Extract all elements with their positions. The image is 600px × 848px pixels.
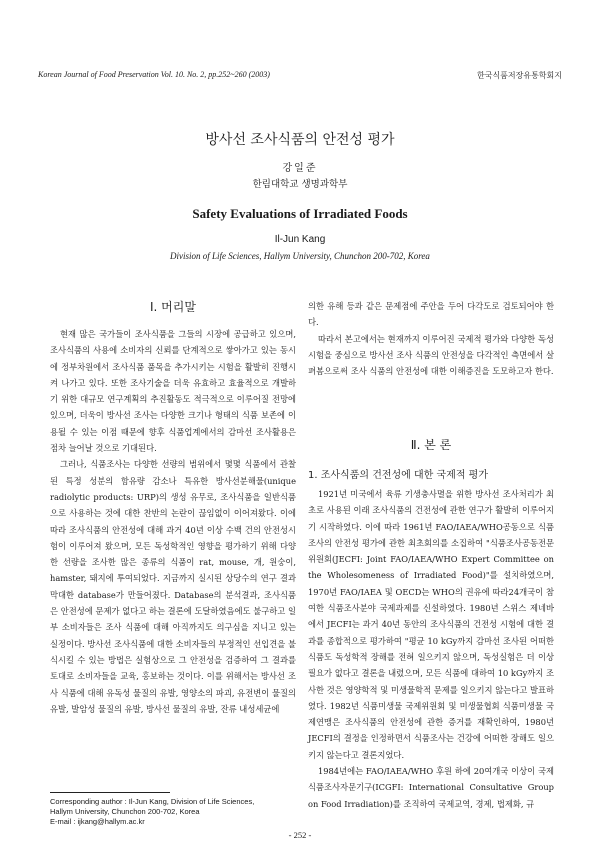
footnote-line: Hallym University, Chunchon 200-702, Korea bbox=[50, 807, 200, 816]
korean-title: 방사선 조사식품의 안전성 평가 bbox=[205, 132, 395, 148]
english-author: Il-Jun Kang bbox=[274, 234, 326, 245]
subsection-heading: 1. 조사식품의 건전성에 대한 국제적 평가 bbox=[308, 470, 488, 481]
paragraph: 현재 많은 국가들이 조사식품을 그들의 시장에 공급하고 있으며, 조사식품의 사용에 소비자의 신뢰를 단계적으로 쌓아가고 있는 동시에 정부차원에서 조사식품 품목을 추가시키는 시험을 활발히 진행시켜 나가고 있다. 또한 조사기술을 더욱 유효하고 효율적으로 개발하기 위한 대규모 연구계획의 추진활동도 적극적으로 이루어질 전망에 있으며, 더욱이 방사선 조사는 다양한 크기나 형태의 식품 보존에 이용될 수 있는 이점 때문에 향후 식품업계에서의 감마선 조사활용은 점차 늘어날 것으로 기대된다. bbox=[50, 329, 296, 454]
footnote-email: E-mail : ijkang@hallym.ac.kr bbox=[50, 817, 145, 826]
page-number: - 252 - bbox=[288, 830, 312, 840]
paragraph: 의한 유해 등과 같은 문제점에 주안을 두어 다각도로 검토되어야 한다. bbox=[308, 301, 554, 328]
paragraph: 따라서 본고에서는 현재까지 이루어진 국제적 평가와 다양한 독성시험을 중심으로 방사선 조사 식품의 안전성을 다각적인 측면에서 살펴봄으로써 조사 식품의 안전성에 대한 이해증진을 도모하고자 한다. bbox=[308, 333, 554, 377]
english-affiliation: Division of Life Sciences, Hallym University, Chunchon 200-702, Korea bbox=[170, 251, 430, 261]
column-right bbox=[308, 486, 554, 812]
korean-author: 강일준 bbox=[282, 163, 318, 174]
section-heading-body: Ⅱ. 본 론 bbox=[410, 438, 452, 452]
column-right-top bbox=[308, 298, 554, 379]
journal-header: Korean Journal of Food Preservation Vol. 10. No. 2, pp.252~260 (2003) bbox=[38, 70, 270, 79]
column-left bbox=[50, 326, 296, 717]
paragraph: 1921년 미국에서 육류 기생충사멸을 위한 방사선 조사처리가 최초로 사용된 이래 조사식품의 건전성에 관한 연구가 활발히 이루어지기 시작하였다. 이에 따라 1961년 FAO/IAEA/WHO공동으로 식품조사의 안전성 평가에 관한 최초회의를 소집하여 "식품조사공동전문위원회(JECFI: Joint FAO/IAEA/WHO Expert Committee on the Wholesomeness of Irradiated Food)"를 설치하였으며, 1970년 FAO/IAEA 및 OECD는 WHO의 권유에 따라24개국이 참여한 식품조사분야 국제과제를 신설하였다. 1980년 스위스 제네바에서 JECFI는 과거 40년 동안의 조사식품의 건전성 시험에 대한 결과를 종합적으로 평가하여 "평균 10 kGy까지 감마선 조사된 어떠한 식품도 독성학적 장해를 전혀 일으키지 않으며, 독성실험은 더 이상 필요가 없다고 결론을 내렸으며, 모든 식품에 대하여 10 kGy까지 조사한 것은 영양학적 및 미생물학적 문제를 일으키지 않는다고 발표하였다. 1982년 식품미생물 국제위원회 및 미생물협회 식품미생물 국제연맹은 조사식품의 안전성에 관한 증거를 재확인하여, 1980년 JECFI의 결정을 인정하면서 식품조사는 건강에 어떠한 장해도 일으키지 않는다고 결론지었다. bbox=[308, 489, 554, 760]
korean-affiliation: 한림대학교 생명과학부 bbox=[252, 179, 348, 190]
footnote-rule bbox=[50, 792, 170, 793]
footnote bbox=[50, 797, 300, 827]
footnote-line: Corresponding author : Il-Jun Kang, Division of Life Sciences, bbox=[50, 797, 255, 806]
paragraph: 1984년에는 FAO/IAEA/WHO 후원 하에 20여개국 이상이 국제식품조사자문기구(ICGFI: International Consultative Group on Food Irradiation)를 조직하여 국제교역, 경제, 법제화, 규 bbox=[308, 766, 554, 809]
paragraph: 그러나, 식품조사는 다양한 선량의 범위에서 몇몇 식품에서 관찰된 특정 성분의 함유량 감소나 특유한 방사선분해물(unique radiolytic products: URP)의 생성 유무로, 조사식품을 일반식품으로 사용하는 것에 대한 찬반의 논란이 끊임없이 이어져왔다. 이에 따라 조사식품의 안전성에 대해 과거 40년 이상 수백 건의 안전성시험이 이루어져 왔으며, 모든 독성학적인 영향을 평가하기 위해 다양한 선량을 조사한 많은 종류의 식품이 rat, mouse, 개, 원숭이, hamster, 돼지에 투여되었다. 지금까지 실시된 상당수의 연구 결과 막대한 database가 만들어졌다. Database의 분석결과, 조사식품은 안전성에 문제가 없다고 하는 결론에 도달하였음에도 불구하고 일부 소비자들은 조사 식품에 대해 아직까지도 의구심을 지니고 있는 실정이다. 방사선 조사식품에 대한 소비자들의 부정적인 선입견을 불식시킬 수 있는 방법은 실험상으로 그 안전성을 검증하여 그 결과를 토대로 소비자들을 교육, 홍보하는 것이다. 이를 위해서는 방사선 조사 식품에 대해 유독성 물질의 유발, 영양소의 파괴, 유전변이 물질의 유발, 발암성 물질의 유발, 방사선 물질의 유발, 잔류 내성세균에 bbox=[50, 459, 296, 714]
english-title: Safety Evaluations of Irradiated Foods bbox=[192, 206, 408, 221]
society-header: 한국식품저장유통학회지 bbox=[476, 71, 562, 80]
section-heading-intro: Ⅰ. 머리말 bbox=[150, 300, 196, 314]
